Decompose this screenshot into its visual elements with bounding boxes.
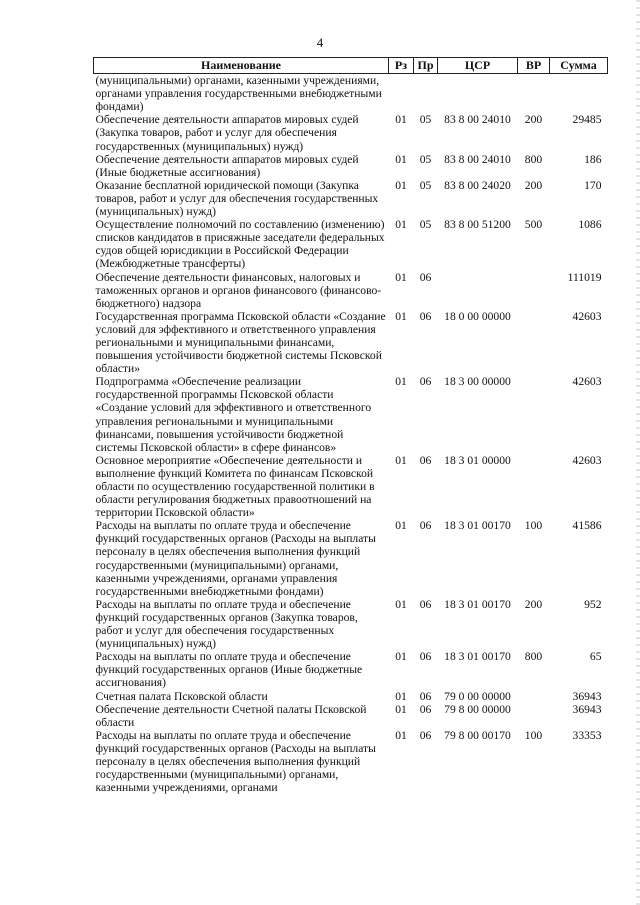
- row-name: Расходы на выплаты по оплате труда и обеспечение функций государственных органов (Расходы на выплаты персоналу в целях обеспечения выполнения функций государственными (муниципальными) органами, казенными учреждениями, органами: [95, 728, 376, 795]
- row-pr: 05: [419, 178, 432, 192]
- row-csr: 18 3 00 00000: [444, 375, 511, 389]
- table-row: [94, 375, 608, 454]
- row-pr: 06: [419, 453, 432, 467]
- header-rz: Рз: [389, 58, 414, 74]
- row-csr: 83 8 00 24010: [444, 113, 511, 127]
- row-vr: 800: [524, 152, 543, 166]
- row-csr: 18 3 01 00000: [444, 453, 511, 467]
- row-vr: 100: [524, 519, 543, 533]
- row-csr: 83 8 00 24010: [444, 152, 511, 166]
- row-vr: 200: [524, 597, 543, 611]
- row-pr: 05: [419, 152, 432, 166]
- row-name: Обеспечение деятельности аппаратов мировых судей (Иные бюджетные ассигнования): [95, 152, 359, 179]
- row-vr: [518, 310, 550, 375]
- table-row: [94, 74, 608, 114]
- table-row: [94, 690, 608, 703]
- table-row: [94, 703, 608, 729]
- row-sum: 1086: [578, 218, 602, 232]
- row-vr: [518, 454, 550, 519]
- row-csr: 18 3 01 00170: [444, 519, 511, 533]
- row-pr: 06: [419, 689, 432, 703]
- row-csr: 18 3 01 00170: [444, 597, 511, 611]
- row-name: Обеспечение деятельности Счетной палаты Псковской области: [95, 702, 367, 729]
- row-vr: [518, 703, 550, 729]
- row-sum: 33353: [572, 728, 602, 742]
- table-row: [94, 519, 608, 598]
- row-name: Расходы на выплаты по оплате труда и обеспечение функций государственных органов (Закупка товаров, работ и услуг для обеспечения государственных (муниципальных) нужд): [95, 597, 358, 651]
- row-rz: 01: [395, 453, 407, 467]
- table-row: [94, 310, 608, 375]
- row-rz: 01: [395, 178, 407, 192]
- row-vr: [518, 271, 550, 310]
- row-sum: [550, 74, 608, 114]
- row-name: Счетная палата Псковской области: [95, 689, 268, 703]
- row-sum: 65: [589, 650, 602, 664]
- row-csr: 18 3 01 00170: [444, 650, 511, 664]
- header-csr: ЦСР: [438, 58, 518, 74]
- row-rz: 01: [395, 309, 407, 323]
- row-rz: 01: [395, 218, 407, 232]
- row-name: Обеспечение деятельности финансовых, налоговых и таможенных органов и органов финансового (финансово-бюджетного) надзора: [95, 270, 382, 310]
- row-pr: 06: [419, 702, 432, 716]
- row-sum: 42603: [572, 453, 602, 467]
- row-sum: 36943: [572, 702, 602, 716]
- header-vr: ВР: [518, 58, 550, 74]
- row-csr: [438, 271, 518, 310]
- row-name: Осуществление полномочий по составлению (изменению) списков кандидатов в присяжные заседатели федеральных судов общей юрисдикции в Российской Федерации (Межбюджетные трансферты): [95, 218, 385, 271]
- row-pr: 06: [419, 650, 432, 664]
- row-rz: 01: [395, 702, 407, 716]
- header-pr: Пр: [414, 58, 438, 74]
- row-pr: 05: [419, 113, 432, 127]
- row-rz: 01: [395, 113, 407, 127]
- row-vr: [518, 74, 550, 114]
- table-header-row: [94, 58, 608, 74]
- row-name: Оказание бесплатной юридической помощи (Закупка товаров, работ и услуг для обеспечения государственных (муниципальных) нужд): [95, 178, 379, 219]
- row-pr: [414, 74, 438, 114]
- row-vr: 500: [524, 218, 543, 232]
- row-csr: 79 0 00 00000: [444, 689, 511, 703]
- row-csr: 79 8 00 00000: [444, 702, 511, 716]
- row-sum: 952: [584, 597, 602, 611]
- row-sum: 170: [584, 178, 602, 192]
- row-pr: 06: [419, 728, 432, 742]
- table-row: [94, 113, 608, 152]
- table-row: [94, 598, 608, 650]
- table-row: [94, 153, 608, 179]
- row-name: Государственная программа Псковской области «Создание условий для эффективного и ответственного управления региональными и муниципальными финансами, повышения устойчивости бюджетной системы Псковской области»: [95, 309, 386, 376]
- row-sum: 29485: [572, 113, 602, 127]
- row-csr: 83 8 00 24020: [444, 178, 511, 192]
- row-vr: 800: [524, 650, 543, 664]
- row-sum: 41586: [572, 519, 602, 533]
- row-pr: 06: [419, 270, 432, 284]
- row-sum: 111019: [567, 270, 602, 284]
- row-vr: [518, 375, 550, 454]
- row-pr: 05: [419, 218, 432, 232]
- header-sum: Сумма: [550, 58, 608, 74]
- row-rz: [389, 74, 414, 114]
- row-pr: 06: [419, 597, 432, 611]
- row-rz: 01: [395, 375, 407, 389]
- scan-edge-speckle: [636, 0, 640, 905]
- row-rz: 01: [395, 728, 407, 742]
- row-rz: 01: [395, 597, 407, 611]
- row-sum: 36943: [572, 689, 602, 703]
- row-csr: 83 8 00 51200: [444, 218, 511, 232]
- table-row: [94, 650, 608, 689]
- row-rz: 01: [395, 270, 407, 284]
- table-row: [94, 218, 608, 270]
- row-rz: 01: [395, 689, 407, 703]
- page-number: 4: [316, 35, 324, 50]
- row-vr: 200: [524, 178, 543, 192]
- row-csr: 79 8 00 00170: [444, 728, 511, 742]
- row-rz: 01: [395, 519, 407, 533]
- row-vr: 200: [524, 113, 543, 127]
- row-name: Расходы на выплаты по оплате труда и обеспечение функций государственных органов (Иные бюджетные ассигнования): [95, 650, 363, 690]
- budget-table: [93, 57, 608, 794]
- row-vr: 100: [524, 728, 543, 742]
- row-sum: 186: [584, 152, 602, 166]
- row-rz: 01: [395, 650, 407, 664]
- row-name: Расходы на выплаты по оплате труда и обеспечение функций государственных органов (Расходы на выплаты персоналу в целях обеспечения выполнения функций государственными (муниципальными) органами, казенными учреждениями, органами управления государственными внебюджетными фондами): [95, 519, 376, 598]
- row-name: Основное мероприятие «Обеспечение деятельности и выполнение функций Комитета по финансам Псковской области по осуществлению государственной политики в области регулирования бюджетных правоотношений на территории Псковской области»: [95, 453, 375, 520]
- row-csr: 18 0 00 00000: [444, 309, 511, 323]
- row-pr: 06: [419, 309, 432, 323]
- row-name: (муниципальными) органами, казенными учреждениями, органами управления государственными внебюджетными фондами): [95, 74, 382, 114]
- row-name: Подпрограмма «Обеспечение реализации государственной программы Псковской области «Создание условий для эффективного и ответственного управления региональными и муниципальными финансами, повышения устойчивости бюджетной системы Псковской области» в сфере финансов»: [95, 375, 372, 454]
- table-row: [94, 271, 608, 310]
- header-name: Наименование: [94, 58, 389, 74]
- table-row: [94, 179, 608, 218]
- row-sum: 42603: [572, 309, 602, 323]
- row-sum: 42603: [572, 375, 602, 389]
- row-pr: 06: [419, 519, 432, 533]
- row-name: Обеспечение деятельности аппаратов мировых судей (Закупка товаров, работ и услуг для обеспечения государственных (муниципальных) нужд): [95, 113, 359, 153]
- row-csr: [438, 74, 518, 114]
- row-pr: 06: [419, 375, 432, 389]
- row-vr: [518, 690, 550, 703]
- table-row: [94, 729, 608, 794]
- table-row: [94, 454, 608, 519]
- row-rz: 01: [395, 152, 407, 166]
